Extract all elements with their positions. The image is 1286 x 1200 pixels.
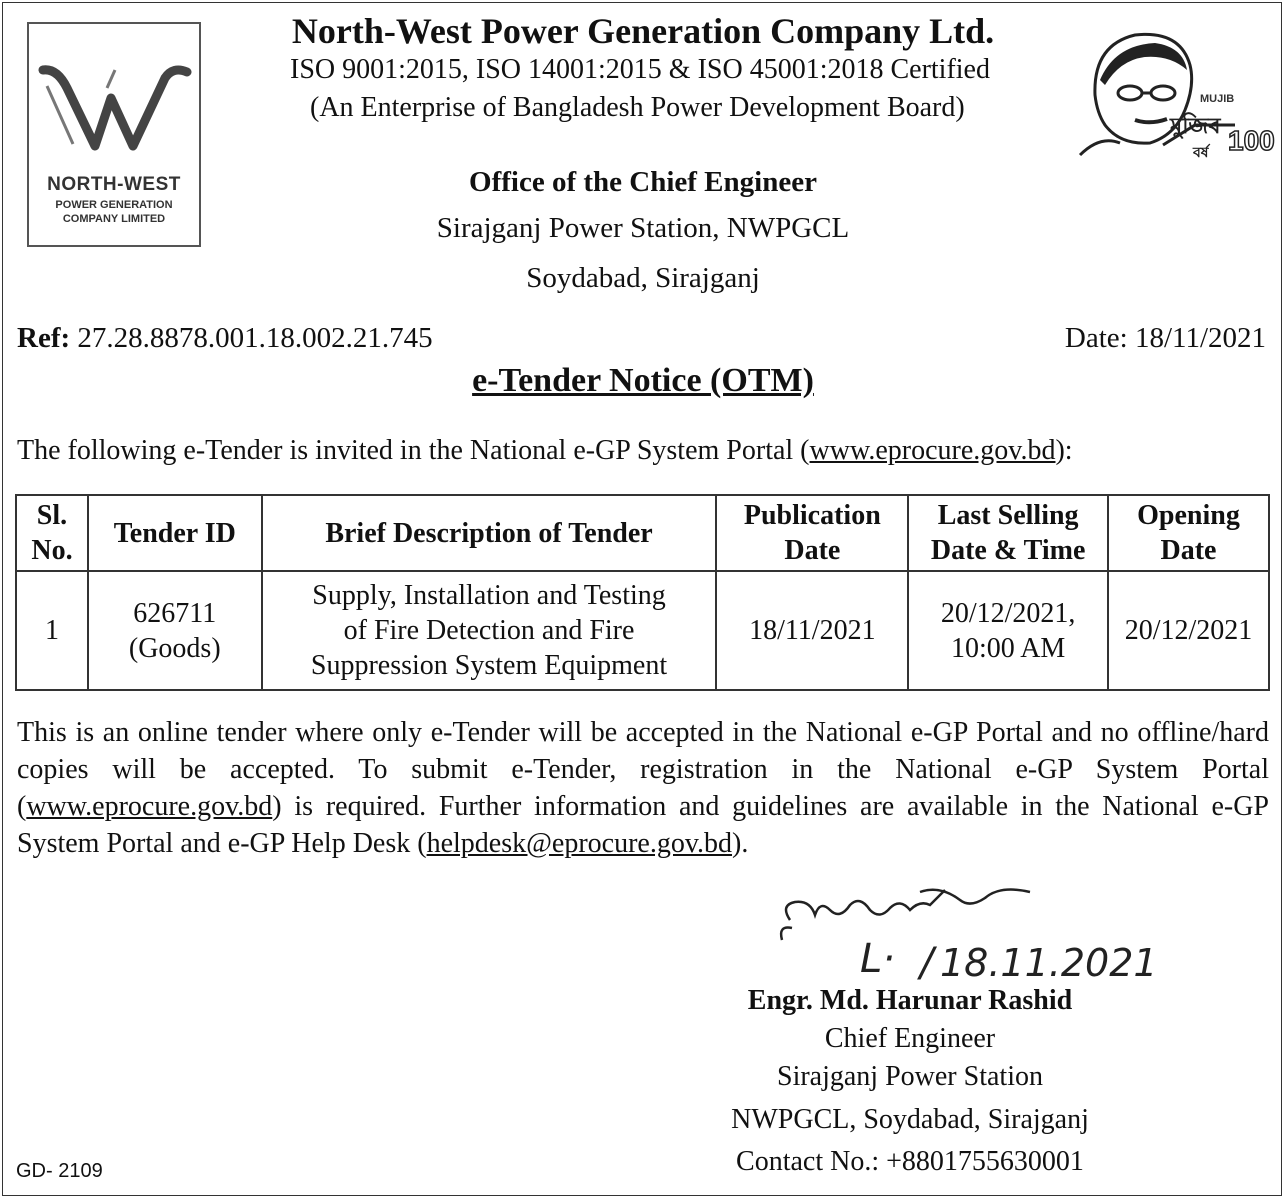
eprocure-link-2[interactable]: www.eprocure.gov.bd	[26, 791, 273, 822]
svg-text:/: /	[920, 940, 934, 986]
company-name: North-West Power Generation Company Ltd.	[291, 11, 995, 51]
instructions-paragraph	[17, 714, 1269, 862]
desc-line3: Suppression System Equipment	[310, 650, 668, 681]
desc-line1: Supply, Installation and Testing	[312, 580, 666, 611]
logo-line1: NORTH-WEST	[47, 174, 181, 195]
tender-table	[15, 494, 1270, 691]
signer-address: NWPGCL, Soydabad, Sirajganj	[731, 1104, 1089, 1135]
eprocure-link[interactable]: www.eprocure.gov.bd	[809, 435, 1056, 466]
table-header-row	[16, 495, 1269, 571]
header-pub-line2: Date	[784, 535, 841, 566]
logo-line2: POWER GENERATION	[55, 199, 173, 211]
signer-station: Sirajganj Power Station	[777, 1061, 1043, 1092]
footer-code: GD- 2109	[16, 1160, 103, 1182]
place-line: Soydabad, Sirajganj	[526, 262, 760, 294]
cell-sl: 1	[16, 571, 88, 690]
body-part2: ) is required. Further information and guidelines are available in the National e-GP System Portal and e-GP Help Desk (	[17, 791, 1269, 859]
header-open-line1: Opening	[1137, 500, 1240, 531]
logo-line3: COMPANY LIMITED	[62, 213, 166, 225]
cell-last-selling	[908, 571, 1108, 690]
header-opening	[1108, 495, 1269, 571]
header-publication	[716, 495, 908, 571]
signer-contact: Contact No.: +8801755630001	[736, 1146, 1084, 1177]
tender-type: (Goods)	[128, 632, 221, 664]
mujib-label: MUJIB	[1200, 93, 1235, 105]
last-selling-time: 10:00 AM	[950, 632, 1066, 664]
header-sl-line1: Sl.	[36, 500, 68, 531]
notice-date: Date: 18/11/2021	[1064, 322, 1266, 354]
helpdesk-email-link[interactable]: helpdesk@eprocure.gov.bd	[426, 828, 733, 859]
svg-text:L·: L·	[860, 936, 895, 982]
header-open-line2: Date	[1160, 535, 1217, 566]
signer-name: Engr. Md. Harunar Rashid	[747, 985, 1073, 1016]
enterprise-line: (An Enterprise of Bangladesh Power Development Board)	[310, 92, 965, 123]
intro-body: The following e-Tender is invited in the National e-GP System Portal (	[17, 435, 810, 466]
nw-logo-icon	[37, 58, 193, 158]
header-sl-line2: No.	[31, 535, 73, 566]
header-sl	[16, 495, 88, 571]
certification: ISO 9001:2015, ISO 14001:2015 & ISO 45001:2018 Certified	[290, 54, 990, 85]
desc-line2: of Fire Detection and Fire	[343, 615, 635, 646]
cell-publication-date: 18/11/2021	[716, 571, 908, 690]
header-pub-line1: Publication	[743, 500, 881, 531]
svg-text:মুজিব: মুজিব	[1170, 114, 1221, 139]
table-row	[16, 571, 1269, 690]
signer-designation: Chief Engineer	[824, 1023, 996, 1054]
notice-title: e-Tender Notice (OTM)	[472, 362, 814, 399]
body-part3: ).	[732, 828, 749, 859]
header-last-selling	[908, 495, 1108, 571]
header-tender-id: Tender ID	[88, 495, 262, 571]
intro-suffix: ):	[1055, 435, 1073, 466]
last-selling-date: 20/12/2021,	[940, 597, 1076, 629]
body-part1: This is an online tender where only e-Tender will be accepted in the National e-GP Portal and no offline/hard copies will be accepted. To submit e-Tender, registration in the National e-GP System Portal (	[17, 717, 1269, 822]
office-title: Office of the Chief Engineer	[469, 166, 817, 198]
mujib-100: 100	[1228, 125, 1275, 156]
cell-tender-id	[88, 571, 262, 690]
ref-value: 27.28.8878.001.18.002.21.745	[77, 322, 433, 354]
station-line: Sirajganj Power Station, NWPGCL	[436, 212, 850, 244]
tender-id-value: 626711	[133, 597, 217, 629]
header-description: Brief Description of Tender	[262, 495, 717, 571]
cell-opening-date: 20/12/2021	[1108, 571, 1269, 690]
svg-text:বর্ষ: বর্ষ	[1193, 145, 1209, 161]
header-last-line1: Last Selling	[937, 500, 1079, 531]
cell-description	[262, 571, 717, 690]
signature-date: 18.11.2021	[940, 941, 1158, 985]
reference	[17, 322, 433, 355]
signature-icon	[770, 880, 1158, 990]
intro-text	[17, 435, 1073, 467]
header-last-line2: Date & Time	[930, 535, 1086, 566]
ref-label: Ref:	[17, 322, 71, 354]
